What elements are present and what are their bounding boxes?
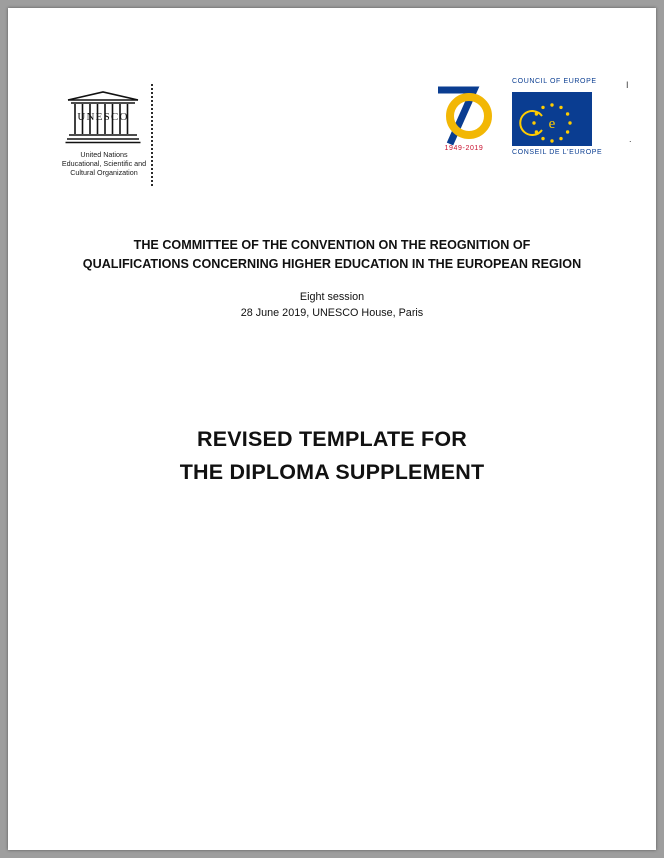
unesco-caption-line1: United Nations — [80, 150, 128, 159]
coe-label-english: COUNCIL OF EUROPE — [512, 78, 597, 85]
svg-text:e: e — [548, 116, 556, 132]
session-number: Eight session — [299, 291, 365, 303]
coe-70th-anniversary-icon — [428, 78, 500, 154]
session-date-location: 28 June 2019, UNESCO House, Paris — [240, 307, 424, 319]
document-title — [62, 423, 602, 489]
committee-heading-line2: QUALIFICATIONS CONCERNING HIGHER EDUCATION IN THE EUROPEAN REGION — [82, 257, 582, 271]
session-info — [62, 289, 602, 321]
page-header — [8, 8, 656, 208]
committee-heading-line1: THE COMMITTEE OF THE CONVENTION ON THE REOGNITION OF — [133, 238, 531, 252]
unesco-caption — [41, 150, 167, 178]
european-flag-icon — [512, 92, 592, 146]
document-title-line1: REVISED TEMPLATE FOR — [197, 427, 467, 451]
page-edge-dot: . — [629, 134, 632, 144]
coe-label-french: CONSEIL DE L'EUROPE — [512, 149, 603, 156]
unesco-temple-icon — [65, 90, 141, 152]
page-edge-mark: I — [626, 80, 629, 90]
document-title-line2: THE DIPLOMA SUPPLEMENT — [179, 460, 485, 484]
committee-heading — [62, 236, 602, 274]
svg-text:1949-2019: 1949-2019 — [444, 145, 484, 152]
unesco-logo-block — [41, 84, 177, 186]
svg-text:UNESCO: UNESCO — [77, 111, 129, 123]
document-page — [8, 8, 656, 850]
unesco-caption-line2: Educational, Scientific and — [61, 159, 147, 169]
council-of-europe-logo-block — [428, 74, 613, 164]
vertical-dotted-divider — [151, 84, 153, 186]
unesco-caption-line3: Cultural Organization — [70, 168, 138, 178]
